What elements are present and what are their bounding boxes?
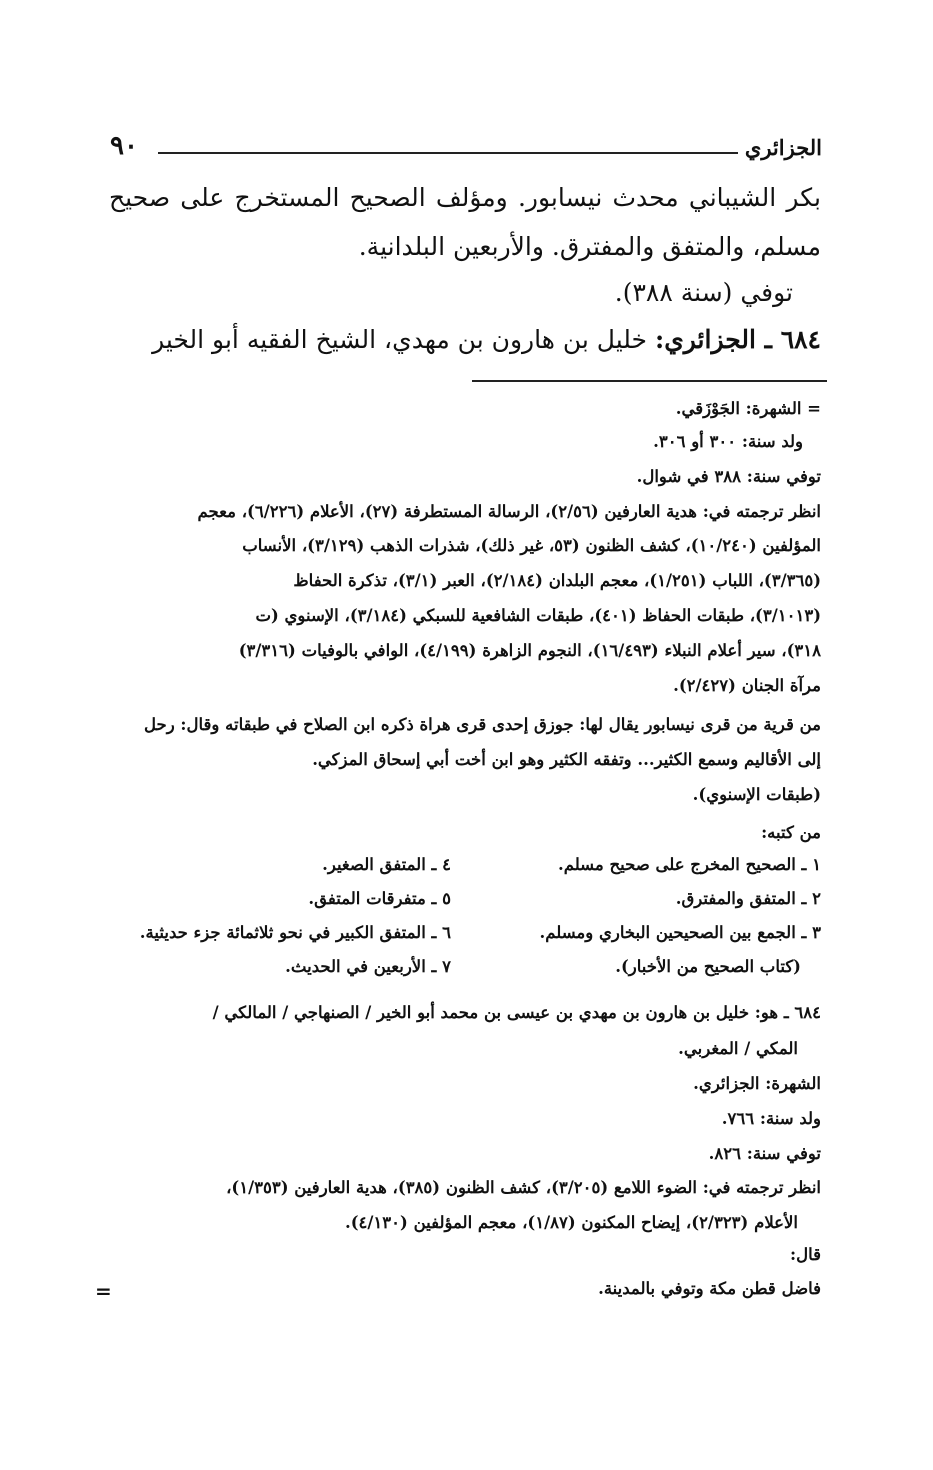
work-4: ٤ ـ المتفق الصغير. bbox=[322, 855, 451, 874]
fn1-line-3: توفي سنة: ٣٨٨ في شوال. bbox=[636, 467, 821, 486]
continuation-mark: = bbox=[95, 1279, 112, 1303]
fn2-line-3: الشهرة: الجزائري. bbox=[693, 1074, 821, 1093]
fn1-line-12: (طبقات الإسنوي). bbox=[692, 785, 821, 804]
work-3: ٣ ـ الجمع بين الصحيحين البخاري ومسلم. bbox=[539, 923, 821, 942]
fn2-line-5: توفي سنة: ٨٢٦. bbox=[708, 1144, 821, 1163]
fn1-line-4: انظر ترجمته في: هدية العارفين (٢/٥٦)، الرسالة المستطرفة (٢٧)، الأعلام (٦/٢٢٦)، معجم bbox=[197, 502, 821, 521]
work-6: ٦ ـ المتفق الكبير في نحو ثلاثمائة جزء حديثية. bbox=[139, 923, 451, 942]
fn2-line-9: فاضل قطن مكة وتوفي بالمدينة. bbox=[598, 1279, 821, 1298]
fn1-line-8: ٣١٨)، سير أعلام النبلاء (١٦/٤٩٣)، النجوم الزاهرة (٤/١٩٩)، الوافي بالوفيات (٣/٣١٦) bbox=[238, 641, 821, 660]
page-number: ٩٠ bbox=[110, 131, 138, 161]
main-text-line-1: بكر الشيباني محدث نيسابور. ومؤلف الصحيح المستخرج على صحيح bbox=[109, 183, 821, 212]
running-head-title: الجزائري bbox=[744, 135, 822, 160]
fn1-line-9: مرآة الجنان (٢/٤٢٧). bbox=[673, 676, 821, 695]
fn2-line-6: انظر ترجمته في: الضوء اللامع (٣/٢٠٥)، كشف الظنون (٣٨٥)، هدية العارفين (١/٣٥٣)، bbox=[226, 1178, 821, 1197]
fn1-line-13: من كتبه: bbox=[761, 823, 821, 842]
fn1-line-7: (٣/١٠١٣)، طبقات الحفاظ (٤٠١)، طبقات الشافعية للسبكي (٣/١٨٤)، الإسنوي (ت bbox=[255, 606, 821, 625]
work-3-subtitle: (كتاب الصحيح من الأخبار). bbox=[615, 957, 801, 976]
fn2-line-1: ٦٨٤ ـ هو: خليل بن هارون بن مهدي بن عيسى بن محمد أبو الخير / الصنهاجي / المالكي / bbox=[212, 1003, 821, 1022]
fn1-line-11: إلى الأقاليم وسمع الكثير... وتفقه الكثير وهو ابن أخت أبي إسحاق المزكي. bbox=[312, 750, 821, 769]
main-text-line-2: مسلم، والمتفق والمفترق. والأربعين البلدانية. bbox=[358, 232, 821, 261]
entry-heading-rest: خليل بن هارون بن مهدي، الشيخ الفقيه أبو الخير bbox=[152, 325, 648, 354]
entry-heading-line bbox=[109, 322, 821, 358]
running-head bbox=[110, 131, 822, 171]
fn1-line-1: = الشهرة: الجَوْزَقي. bbox=[675, 399, 821, 418]
fn1-line-6: (٣/٣٦٥)، اللباب (١/٢٥١)، معجم البلدان (٢/١٨٤)، العبر (٣/١)، تذكرة الحفاظ bbox=[293, 571, 821, 590]
fn2-line-7: الأعلام (٢/٣٢٣)، إيضاح المكنون (١/٨٧)، معجم المؤلفين (٤/١٣٠). bbox=[344, 1213, 798, 1232]
fn2-line-4: ولد سنة: ٧٦٦. bbox=[721, 1109, 821, 1128]
fn1-line-10: من قرية من قرى نيسابور يقال لها: جوزق إحدى قرى هراة ذكره ابن الصلاح في طبقاته وقال: رحل bbox=[144, 715, 821, 734]
fn2-line-2: المكي / المغربي. bbox=[678, 1039, 798, 1058]
header-rule bbox=[158, 152, 738, 154]
entry-number: ٦٨٤ ـ الجزائري: bbox=[654, 325, 821, 354]
work-7: ٧ ـ الأربعين في الحديث. bbox=[285, 957, 451, 976]
fn1-line-2: ولد سنة: ٣٠٠ أو ٣٠٦. bbox=[653, 432, 803, 451]
work-5: ٥ ـ متفرقات المتفق. bbox=[308, 889, 451, 908]
fn1-line-5: المؤلفين (١٠/٢٤٠)، كشف الظنون (٥٣، غير ذلك)، شذرات الذهب (٣/١٢٩)، الأنساب bbox=[242, 536, 821, 555]
work-1: ١ ـ الصحيح المخرج على صحيح مسلم. bbox=[557, 855, 821, 874]
main-text-line-3: توفي (سنة ٣٨٨). bbox=[614, 278, 793, 307]
work-2: ٢ ـ المتفق والمفترق. bbox=[675, 889, 821, 908]
footnote-rule bbox=[472, 380, 827, 382]
fn2-line-8: قال: bbox=[790, 1245, 821, 1264]
